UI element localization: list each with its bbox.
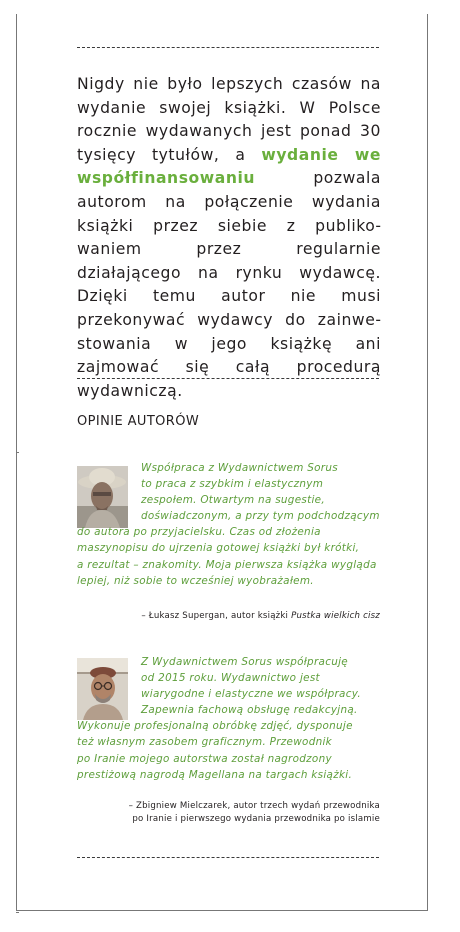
opinion-attribution-2 (77, 800, 380, 826)
crop-mark (16, 912, 19, 913)
quote-line: Wykonuje profesjonalną obróbkę zdjęć, dysponuje (77, 720, 353, 733)
quote-line: to praca z szybkim i elastycznym (141, 478, 324, 491)
quote-line: do autora po przyjacielsku. Czas od złożenia (77, 526, 321, 539)
quote-line: maszynopisu do ujrzenia gotowej książki był krótki, (77, 542, 360, 555)
quote-line: Z Wydawnictwem Sorus współpracuję (141, 656, 348, 668)
quote-line: od 2015 roku. Wydawnictwo jest (141, 672, 320, 685)
intro-text-1: Nigdy nie było lepszych czasów na wydanie swojej książki. W Polsce rocznie wydawanych jest ponad 30 tysięcy tytułów, a (77, 75, 381, 164)
divider-bottom (77, 857, 379, 858)
quote-line: Współpraca z Wydawnictwem Sorus (141, 462, 338, 474)
quote-line: wiarygodne i elastyczne we współpracy. (141, 688, 361, 701)
quote-line: zespołem. Otwartym na sugestie, (141, 494, 325, 507)
opinion-quote-2 (77, 654, 383, 783)
quote-line: Zapewnia fachową obsługę redakcyjną. (141, 704, 358, 717)
quote-line: doświadczonym, a przy tym podchodzącym (141, 510, 380, 523)
crop-mark (16, 452, 19, 453)
quote-line: lepiej, niż sobie to wcześniej wyobrażałem. (77, 574, 314, 587)
divider-middle (77, 378, 379, 379)
opinions-heading: OPINIE AUTORÓW (77, 414, 200, 429)
attribution-author: – Łukasz Supergan, autor książki (141, 611, 292, 621)
opinion-attribution-1 (77, 610, 380, 623)
attribution-book-title: Pustka wielkich cisz (291, 611, 380, 621)
attribution-line: po Iranie i pierwszego wydania przewodnika po islamie (132, 814, 380, 824)
quote-line: a rezultat – znakomity. Moja pierwsza książka wygląda (77, 558, 377, 571)
divider-top (77, 47, 379, 48)
intro-highlight: wydanie we współfinansowaniu (77, 145, 381, 188)
quote-line: po Iranie mojego autorstwa został nagrodzony (77, 752, 332, 765)
quote-line: prestiżową nagrodą Magellana na targach książki. (77, 768, 353, 781)
opinion-quote-1 (77, 460, 383, 589)
intro-paragraph (77, 73, 381, 403)
attribution-line: – Zbigniew Mielczarek, autor trzech wydań przewodnika (128, 801, 380, 811)
quote-line: też własnym zasobem graficznym. Przewodnik (77, 736, 332, 749)
intro-text-2: pozwala autorom na połączenie wydania książki przez siebie z publikowaniem przez regularnie działającego na rynku wydawcę. Dzięki temu autor nie musi przekonywać wydawcy do zainwestowania w jego książkę ani zajmować się całą procedurą wydawniczą. (77, 169, 381, 400)
